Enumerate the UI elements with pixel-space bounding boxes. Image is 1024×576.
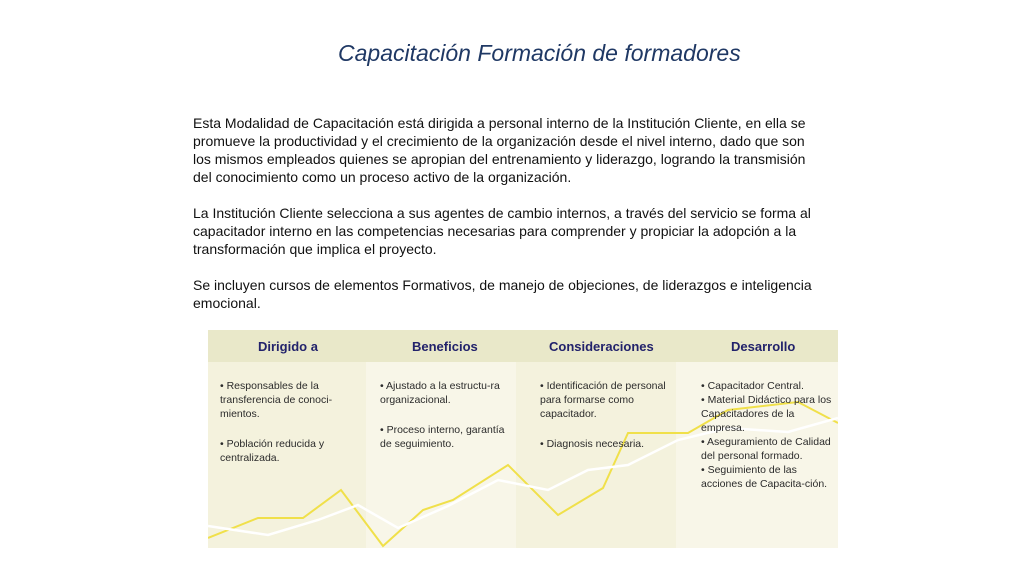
header-consideraciones: Consideraciones [549,339,654,354]
header-beneficios: Beneficios [412,339,478,354]
column-beneficios [380,379,515,467]
column-dirigido [220,379,355,481]
paragraph-3: Se incluyen cursos de elementos Formativos, de manejo de objeciones, de liderazgos e inteligencia emocional. [193,277,812,311]
header-dirigido: Dirigido a [258,339,318,354]
features-table [208,330,838,548]
list-item: • Responsables de la transferencia de conoci-mientos. [220,380,333,420]
body-text [193,114,823,330]
list-item: • Ajustado a la estructu-ra organizacional. [380,380,500,406]
column-consideraciones [540,379,670,467]
list-item: • Seguimiento de las acciones de Capacita-ción. [701,464,828,490]
paragraph-1: Esta Modalidad de Capacitación está dirigida a personal interno de la Institución Cliente, en ella se promueve la productividad y el crecimiento de la organización desde el nivel interno, dado que son los mismos empleados quienes se apropian del entrenamiento y liderazgo, logrando la transmisión del conocimiento como un proceso activo de la organización. [193,115,806,185]
header-desarrollo: Desarrollo [731,339,796,354]
list-item: • Proceso interno, garantía de seguimiento. [380,424,505,450]
list-item: • Capacitador Central. [701,380,804,392]
list-item: • Diagnosis necesaria. [540,438,645,450]
list-item: • Aseguramiento de Calidad del personal formado. [701,436,831,462]
list-item: • Población reducida y centralizada. [220,438,325,464]
list-item: • Material Didáctico para los Capacitadores de la empresa. [701,394,832,434]
slide-title: Capacitación Formación de formadores [338,40,741,66]
column-desarrollo [701,379,833,491]
paragraph-2: La Institución Cliente selecciona a sus agentes de cambio internos, a través del servicio se forma al capacitador interno en las competencias necesarias para comprender y propiciar la adopción a la transformación que implica el proyecto. [193,205,811,257]
list-item: • Identificación de personal para formarse como capacitador. [540,380,666,420]
